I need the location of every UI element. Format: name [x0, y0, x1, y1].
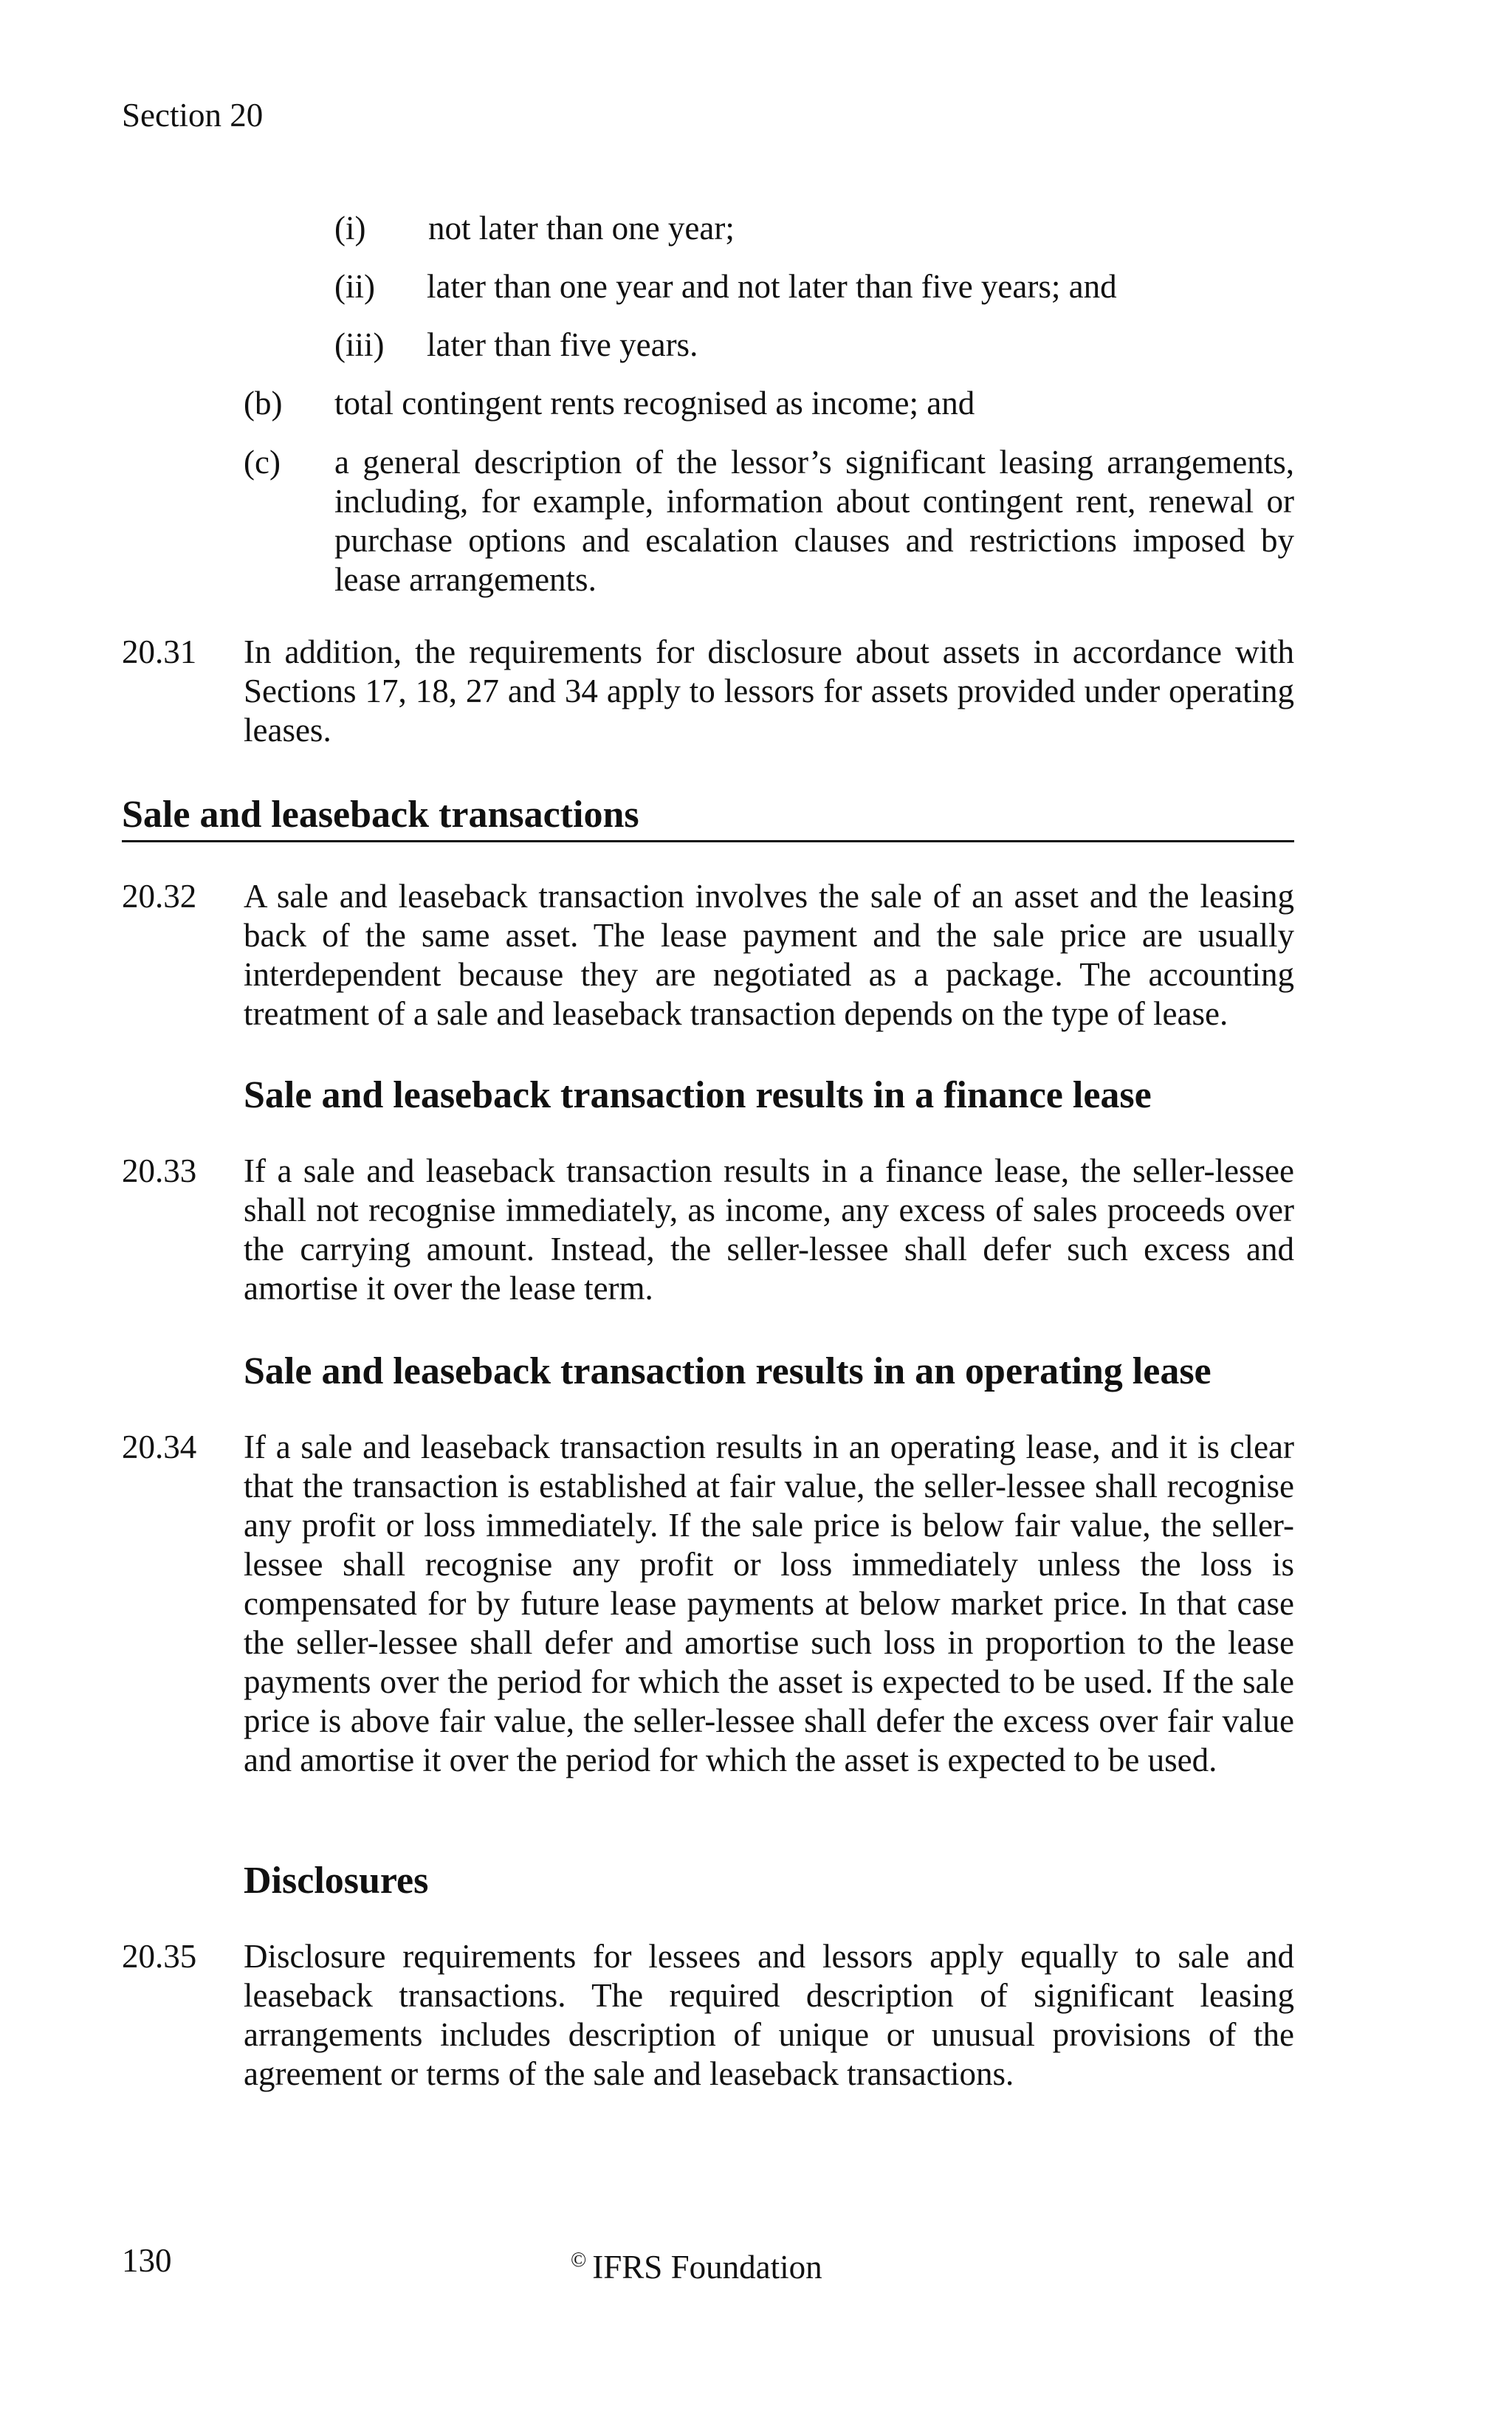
page-number: 130 — [122, 2242, 172, 2279]
sublist-item: not later than one year; — [428, 210, 735, 247]
sublist-label: (i) — [334, 210, 366, 247]
paragraph-text: If a sale and leaseback transaction results in an operating lease, and it is clear that the transaction is established at fair value, the seller-lessee shall recognise any profit or loss immediately. If the sale price is below fair value, the seller-lessee shall recognise any profit or loss immediately unless the loss is compensated for by future lease payments at below market price. In that case the seller-lessee shall defer and amortise such loss in proportion to the lease payments over the period for which the asset is expected to be used. If the sale price is above fair value, the seller-lessee shall defer the excess over fair value and amortise it over the period for which the asset is expected to be used. — [244, 1428, 1294, 1778]
paragraph-text: If a sale and leaseback transaction results in a finance lease, the seller-lessee shall not recognise immediately, as income, any excess of sales proceeds over the carrying amount. Instead, the seller-lessee shall defer such excess and amortise it over the lease term. — [244, 1152, 1294, 1307]
copyright-text: IFRS Foundation — [592, 2249, 822, 2286]
paragraph-text: A sale and leaseback transaction involves the sale of an asset and the leasing back of the same asset. The lease payment and the sale price are usually interdependent because they are negotiated as a package. The accounting treatment of a sale and leaseback transaction depends on the type of lease. — [244, 878, 1294, 1032]
list-item: total contingent rents recognised as income; and — [334, 385, 975, 422]
subheading-finance-lease: Sale and leaseback transaction results in a finance lease — [244, 1074, 1152, 1116]
list-label: (c) — [244, 444, 281, 481]
list-label: (b) — [244, 385, 283, 422]
paragraph-number: 20.32 — [122, 878, 197, 915]
paragraph-number: 20.35 — [122, 1938, 197, 1975]
sublist-item: later than one year and not later than five years; and — [427, 268, 1117, 305]
sublist-label: (ii) — [334, 268, 375, 305]
section-heading: Sale and leaseback transactions — [122, 790, 1294, 842]
paragraph-number: 20.34 — [122, 1428, 197, 1465]
subheading-operating-lease: Sale and leaseback transaction results in an operating lease — [244, 1350, 1212, 1392]
subheading-disclosures: Disclosures — [244, 1860, 429, 1902]
sublist-label: (iii) — [334, 326, 385, 363]
paragraph-number: 20.31 — [122, 633, 197, 670]
list-item: a general description of the lessor’s significant leasing arrangements, including, for example, information about contingent rent, renewal or purchase options and escalation clauses and restrictions imposed by lease arrangements. — [334, 444, 1294, 598]
paragraph-text: In addition, the requirements for disclosure about assets in accordance with Sections 17, 18, 27 and 34 apply to lessors for assets provided under operating leases. — [244, 633, 1294, 749]
paragraph-text: Disclosure requirements for lessees and lessors apply equally to sale and leaseback transactions. The required description of significant leasing arrangements includes description of unique or unusual provisions of the agreement or terms of the sale and leaseback transactions. — [244, 1938, 1294, 2092]
footer-copyright — [571, 2240, 822, 2288]
sublist-item: later than five years. — [427, 326, 698, 363]
copyright-symbol: © — [571, 2249, 587, 2272]
paragraph-number: 20.33 — [122, 1152, 197, 1189]
running-header: Section 20 — [122, 97, 264, 134]
